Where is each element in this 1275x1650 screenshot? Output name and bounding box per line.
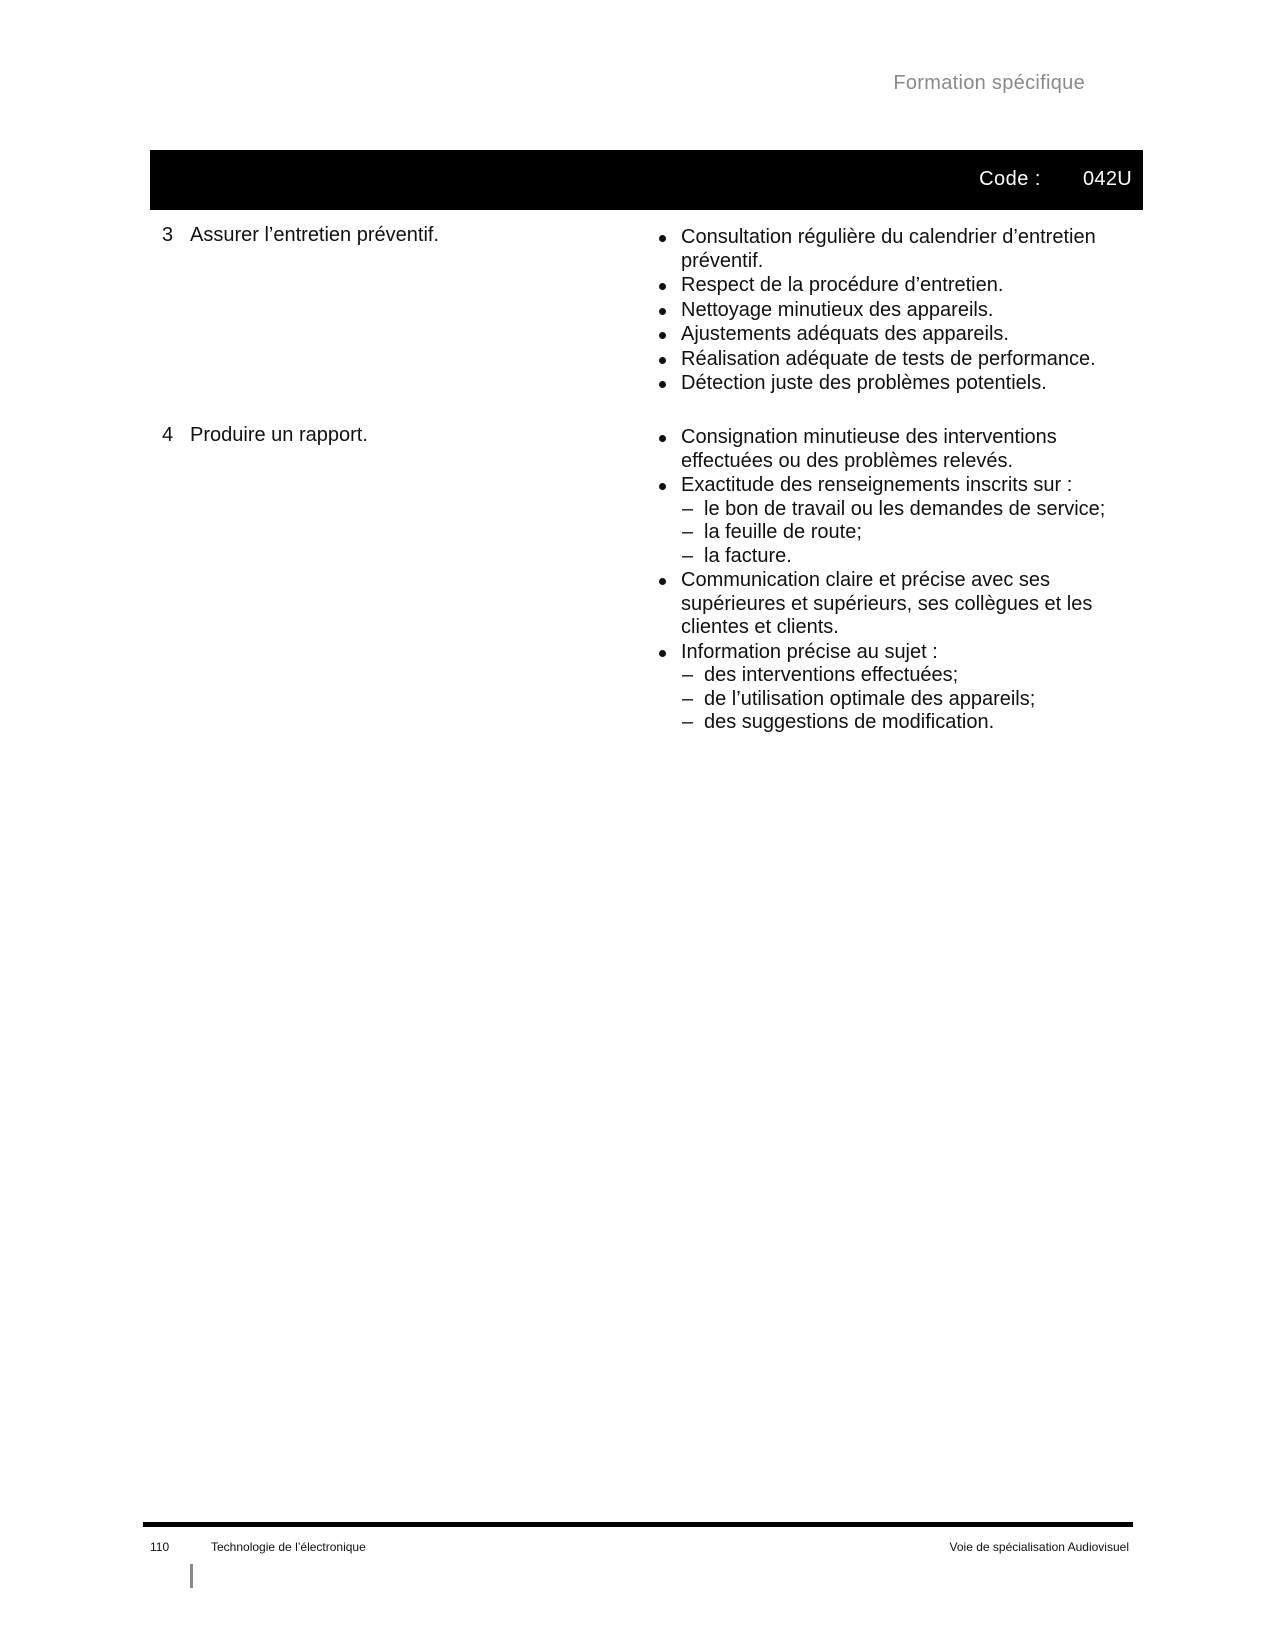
footer-program-title: Technologie de l’électronique (211, 1540, 366, 1554)
criterion-item (652, 474, 1142, 568)
element-text: Produire un rapport. (190, 424, 368, 446)
criterion-text: Respect de la procédure d’entretien. (681, 274, 1004, 296)
code-label: Code : (979, 168, 1041, 190)
criterion-item (652, 569, 1142, 640)
sub-list (681, 498, 1142, 569)
criterion-item (652, 274, 1142, 298)
margin-mark (190, 1564, 193, 1588)
code-value: 042U (1082, 168, 1132, 190)
sub-item: – des suggestions de modification. (681, 711, 1142, 735)
criterion-item (652, 641, 1142, 735)
element-statement (162, 224, 439, 247)
element-statement (162, 424, 368, 447)
sub-item: – de l’utilisation optimale des appareils; (681, 688, 1142, 712)
running-head: Formation spécifique (893, 72, 1085, 94)
sub-item: – la feuille de route; (681, 521, 1142, 545)
sub-item: – des interventions effectuées; (681, 664, 1142, 688)
criteria-list (652, 226, 1142, 397)
element-number: 3 (162, 224, 174, 246)
element-number: 4 (162, 424, 174, 446)
sub-item: – le bon de travail ou les demandes de service; (681, 498, 1142, 522)
footer-specialization: Voie de spécialisation Audiovisuel (949, 1540, 1129, 1554)
criterion-item (652, 323, 1142, 347)
criterion-item (652, 426, 1142, 473)
code-bar (150, 150, 1143, 210)
element-text: Assurer l’entretien préventif. (190, 224, 440, 246)
sub-item: – la facture. (681, 545, 1142, 569)
criterion-text: Nettoyage minutieux des appareils. (681, 298, 994, 321)
criterion-text: Exactitude des renseignements inscrits sur : (681, 474, 1073, 496)
criterion-item (652, 299, 1142, 323)
criterion-text: Consignation minutieuse des interventions effectuées ou des problèmes relevés. (681, 426, 1057, 472)
criterion-text: Ajustements adéquats des appareils. (681, 323, 1009, 345)
criterion-item (652, 372, 1142, 396)
footer-rule (143, 1522, 1133, 1527)
page-number: 110 (150, 1540, 170, 1554)
criterion-item (652, 226, 1142, 273)
criterion-text: Détection juste des problèmes potentiels. (681, 372, 1047, 394)
sub-list (681, 664, 1142, 735)
criterion-text: Information précise au sujet : (681, 640, 938, 663)
criterion-text: Communication claire et précise avec ses supérieures et supérieurs, ses collègues et les clientes et clients. (681, 569, 1093, 638)
criterion-text: Consultation régulière du calendrier d’entretien préventif. (681, 226, 1096, 272)
criterion-text: Réalisation adéquate de tests de performance. (681, 347, 1096, 370)
criterion-item (652, 348, 1142, 372)
criteria-list (652, 426, 1142, 736)
